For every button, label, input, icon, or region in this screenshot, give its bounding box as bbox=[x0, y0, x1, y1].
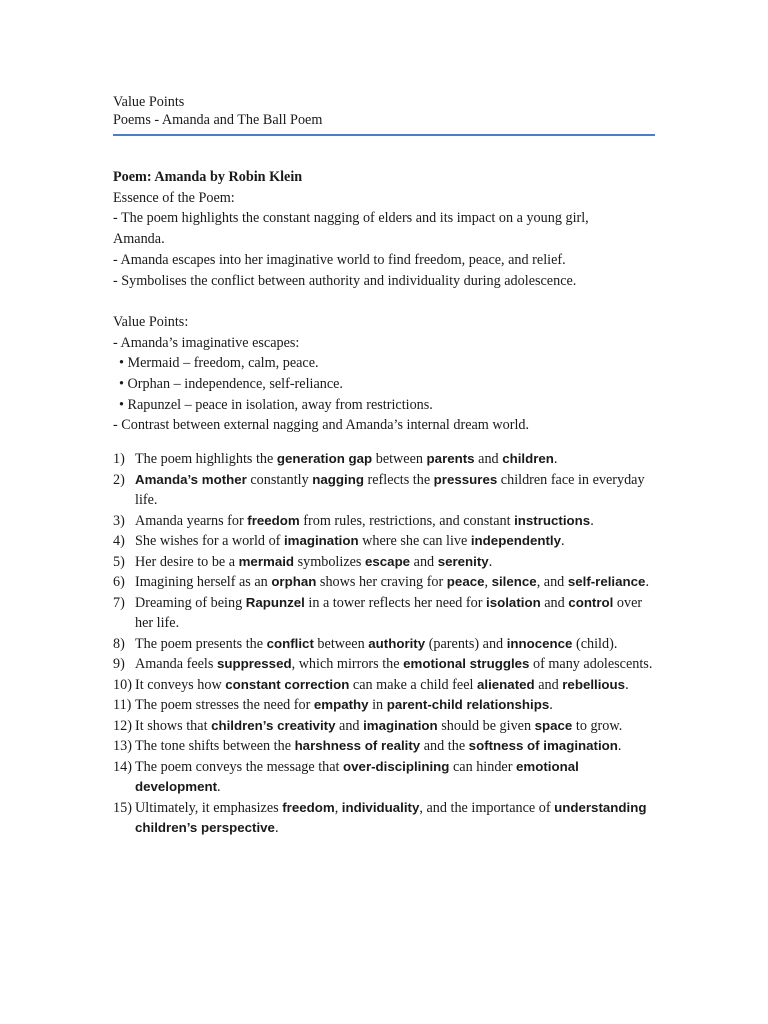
point-text: in bbox=[368, 697, 387, 714]
point-text: symbolizes bbox=[294, 553, 365, 570]
point-number: 15) bbox=[113, 799, 132, 816]
point-text: and bbox=[534, 676, 563, 693]
value-bullet: • Rapunzel – peace in isolation, away from restrictions. bbox=[119, 396, 433, 413]
value-bullet: • Mermaid – freedom, calm, peace. bbox=[119, 355, 319, 372]
numbered-point bbox=[113, 757, 658, 798]
point-emphasis: silence bbox=[491, 574, 537, 590]
numbered-point bbox=[113, 695, 658, 716]
point-text: between bbox=[313, 635, 369, 652]
point-number: 11) bbox=[113, 697, 132, 714]
point-emphasis: control bbox=[568, 594, 614, 610]
point-text: , bbox=[334, 799, 342, 816]
value-points-contrast: - Contrast between external nagging and Amanda’s internal dream world. bbox=[113, 417, 530, 434]
point-text: . bbox=[488, 553, 493, 570]
poem-title: Poem: Amanda by Robin Klein bbox=[113, 169, 303, 185]
point-number: 12) bbox=[113, 717, 132, 734]
essence-line: - The poem highlights the constant nagging of elders and its impact on a young girl, bbox=[113, 210, 589, 227]
essence-heading: Essence of the Poem: bbox=[113, 189, 235, 206]
numbered-point bbox=[113, 675, 658, 696]
value-points-heading: Value Points: bbox=[113, 313, 189, 330]
point-text: It shows that bbox=[135, 717, 212, 734]
point-number: 1) bbox=[113, 451, 125, 468]
point-text: and bbox=[540, 594, 569, 611]
point-emphasis: escape bbox=[364, 553, 411, 569]
point-emphasis: imagination bbox=[283, 533, 359, 549]
point-emphasis: understanding children’s perspective bbox=[135, 799, 647, 836]
numbered-point bbox=[113, 511, 658, 532]
spacer bbox=[113, 291, 658, 312]
point-emphasis: independently bbox=[470, 533, 561, 549]
point-emphasis: emotional development bbox=[135, 758, 579, 795]
point-number: 10) bbox=[113, 676, 132, 693]
point-number: 4) bbox=[113, 533, 125, 550]
point-emphasis: conflict bbox=[266, 635, 314, 651]
point-emphasis: harshness of reality bbox=[294, 738, 421, 754]
point-text: (parents) and bbox=[425, 635, 507, 652]
numbered-point bbox=[113, 798, 658, 839]
point-text: can make a child feel bbox=[349, 676, 477, 693]
numbered-point bbox=[113, 593, 658, 634]
point-text: and the bbox=[420, 738, 469, 755]
point-text: The poem stresses the need for bbox=[135, 697, 314, 714]
point-emphasis: softness of imagination bbox=[468, 738, 618, 754]
poem-section bbox=[113, 167, 658, 839]
point-number: 13) bbox=[113, 738, 132, 755]
document-header-title: Value Points bbox=[113, 94, 185, 110]
point-text: and bbox=[335, 717, 364, 734]
point-emphasis: orphan bbox=[271, 574, 317, 590]
point-emphasis: Rapunzel bbox=[245, 594, 305, 610]
point-emphasis: suppressed bbox=[216, 656, 292, 672]
point-emphasis: innocence bbox=[506, 635, 573, 651]
point-text: can hinder bbox=[449, 758, 516, 775]
point-text: , and the importance of bbox=[419, 799, 555, 816]
point-emphasis: rebellious bbox=[562, 676, 626, 692]
point-text: shows her craving for bbox=[316, 574, 447, 591]
point-number: 7) bbox=[113, 594, 125, 611]
point-text: Amanda yearns for bbox=[135, 512, 248, 529]
point-emphasis: self-reliance bbox=[567, 574, 646, 590]
point-emphasis: alienated bbox=[477, 676, 535, 692]
point-emphasis: emotional struggles bbox=[403, 656, 530, 672]
point-number: 6) bbox=[113, 574, 125, 591]
point-text: , which mirrors the bbox=[291, 656, 404, 673]
point-emphasis: parent-child relationships bbox=[386, 697, 550, 713]
essence-line: - Amanda escapes into her imaginative world to find freedom, peace, and relief. bbox=[113, 251, 566, 268]
point-number: 9) bbox=[113, 656, 125, 673]
point-text: It conveys how bbox=[135, 676, 226, 693]
point-emphasis: nagging bbox=[312, 471, 364, 487]
point-text: Dreaming of being bbox=[135, 594, 246, 611]
point-emphasis: constant correction bbox=[225, 676, 350, 692]
header-divider bbox=[113, 134, 655, 136]
point-emphasis: parents bbox=[426, 451, 475, 467]
point-text: reflects the bbox=[363, 471, 434, 488]
point-emphasis: generation gap bbox=[276, 451, 373, 467]
point-emphasis: freedom bbox=[282, 799, 335, 815]
point-text: The tone shifts between the bbox=[135, 738, 295, 755]
point-text: The poem presents the bbox=[135, 635, 267, 652]
point-number: 14) bbox=[113, 758, 132, 775]
essence-line: Amanda. bbox=[113, 231, 165, 248]
point-text: Her desire to be a bbox=[135, 553, 239, 570]
point-emphasis: isolation bbox=[486, 594, 541, 610]
point-text: of many adolescents. bbox=[529, 656, 653, 673]
point-emphasis: Amanda’s mother bbox=[135, 471, 247, 487]
point-text: . bbox=[553, 451, 558, 468]
point-emphasis: children’s creativity bbox=[211, 717, 336, 733]
point-emphasis: instructions bbox=[514, 512, 591, 528]
numbered-point bbox=[113, 470, 658, 511]
point-text: between bbox=[372, 451, 427, 468]
point-number: 5) bbox=[113, 553, 125, 570]
point-text: . bbox=[625, 676, 629, 693]
point-emphasis: mermaid bbox=[238, 553, 295, 569]
point-emphasis: imagination bbox=[363, 717, 438, 733]
point-text: , bbox=[484, 574, 492, 591]
point-emphasis: empathy bbox=[313, 697, 369, 713]
point-text: children face in everyday life. bbox=[135, 471, 645, 509]
point-number: 3) bbox=[113, 512, 125, 529]
point-text: She wishes for a world of bbox=[135, 533, 284, 550]
point-text: where she can live bbox=[358, 533, 471, 550]
point-text: over her life. bbox=[135, 594, 643, 632]
point-emphasis: authority bbox=[368, 635, 426, 651]
numbered-point bbox=[113, 736, 658, 757]
point-text: in a tower reflects her need for bbox=[304, 594, 487, 611]
point-text: and bbox=[410, 553, 438, 570]
point-text: and bbox=[474, 451, 503, 468]
point-emphasis: peace bbox=[446, 574, 485, 590]
point-text: Imagining herself as an bbox=[135, 574, 272, 591]
numbered-point bbox=[113, 531, 658, 552]
point-text: (child). bbox=[572, 635, 618, 652]
point-text: constantly bbox=[246, 471, 313, 488]
numbered-point bbox=[113, 552, 658, 573]
point-emphasis: individuality bbox=[341, 799, 420, 815]
point-emphasis: over-disciplining bbox=[343, 758, 450, 774]
numbered-points-list bbox=[113, 449, 658, 839]
point-number: 2) bbox=[113, 471, 125, 488]
point-text: . bbox=[617, 738, 622, 755]
point-text: should be given bbox=[437, 717, 535, 734]
point-text: . bbox=[274, 820, 279, 837]
point-emphasis: pressures bbox=[433, 471, 498, 487]
point-text: to grow. bbox=[572, 717, 623, 734]
document-header-subtitle: Poems - Amanda and The Ball Poem bbox=[113, 112, 323, 128]
point-text: Ultimately, it emphasizes bbox=[135, 799, 283, 816]
point-number: 8) bbox=[113, 635, 125, 652]
point-text: . bbox=[549, 697, 553, 714]
point-text: The poem conveys the message that bbox=[135, 758, 344, 775]
value-bullet: • Orphan – independence, self-reliance. bbox=[119, 376, 343, 393]
point-text: . bbox=[590, 512, 594, 529]
point-emphasis: space bbox=[534, 717, 573, 733]
point-emphasis: freedom bbox=[247, 512, 300, 528]
point-emphasis: children bbox=[502, 451, 554, 467]
numbered-point bbox=[113, 449, 658, 470]
document-page bbox=[113, 93, 658, 839]
point-text: from rules, restrictions, and constant bbox=[299, 512, 515, 529]
value-points-intro: - Amanda’s imaginative escapes: bbox=[113, 334, 300, 351]
point-text: The poem highlights the bbox=[135, 451, 277, 468]
numbered-point bbox=[113, 654, 658, 675]
point-text: . bbox=[561, 533, 565, 550]
point-emphasis: serenity bbox=[437, 553, 489, 569]
numbered-point bbox=[113, 716, 658, 737]
point-text: . bbox=[217, 779, 221, 796]
numbered-point bbox=[113, 634, 658, 655]
point-text: , and bbox=[536, 574, 568, 591]
numbered-point bbox=[113, 572, 658, 593]
point-text: . bbox=[645, 574, 649, 591]
essence-line: - Symbolises the conflict between authority and individuality during adolescence. bbox=[113, 272, 577, 289]
point-text: Amanda feels bbox=[135, 656, 217, 673]
